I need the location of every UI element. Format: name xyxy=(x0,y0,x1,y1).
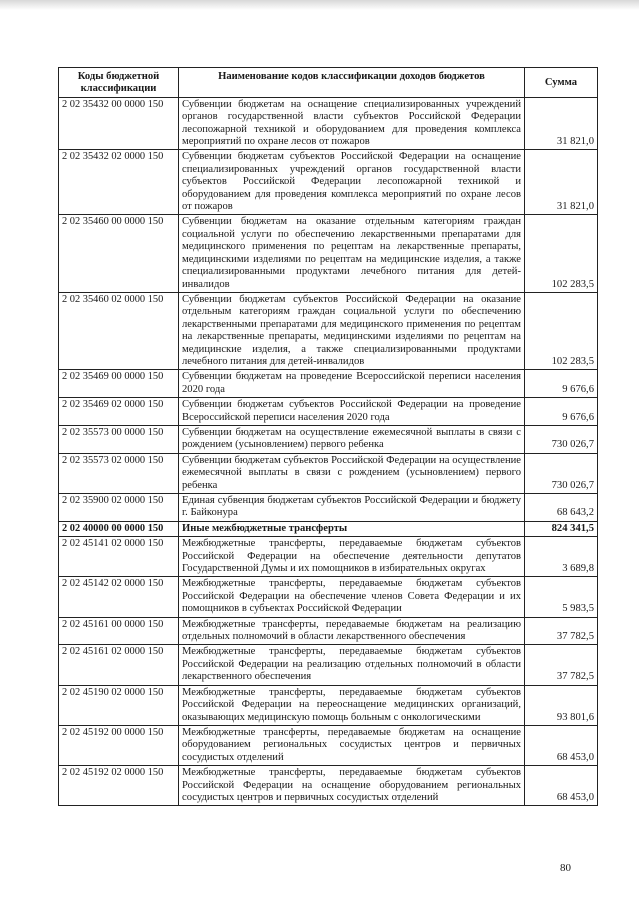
row-name: Субвенции бюджетам субъектов Российской Федерации на оснащение специализированных учреждений органов государственной власти субъектов Российской Федерации лесопожарной техникой и оборудованием для проведения комплекса мероприятий по охране лесов от пожаров xyxy=(179,150,525,215)
row-sum: 37 782,5 xyxy=(525,645,598,685)
row-code: 2 02 35432 02 0000 150 xyxy=(59,150,179,215)
scan-edge xyxy=(0,0,639,10)
table-row xyxy=(59,425,598,453)
row-code: 2 02 35469 00 0000 150 xyxy=(59,370,179,398)
table-row xyxy=(59,150,598,215)
page-number: 80 xyxy=(560,862,571,874)
row-sum: 824 341,5 xyxy=(525,521,598,536)
row-code: 2 02 35460 02 0000 150 xyxy=(59,292,179,369)
row-name: Межбюджетные трансферты, передаваемые бюджетам на реализацию отдельных полномочий в области лекарственного обеспечения xyxy=(179,617,525,645)
table-body xyxy=(59,97,598,806)
table-row xyxy=(59,494,598,522)
row-sum: 9 676,6 xyxy=(525,398,598,426)
row-code: 2 02 45161 00 0000 150 xyxy=(59,617,179,645)
row-code: 2 02 45190 02 0000 150 xyxy=(59,685,179,725)
table-row xyxy=(59,292,598,369)
row-sum: 68 453,0 xyxy=(525,766,598,806)
row-name: Межбюджетные трансферты, передаваемые бюджетам на оснащение оборудованием региональных сосудистых центров и первичных сосудистых отделений xyxy=(179,725,525,765)
row-name: Субвенции бюджетам на проведение Всероссийской переписи населения 2020 года xyxy=(179,370,525,398)
table-row xyxy=(59,537,598,577)
row-sum: 102 283,5 xyxy=(525,292,598,369)
table-row xyxy=(59,215,598,292)
row-name: Межбюджетные трансферты, передаваемые бюджетам субъектов Российской Федерации на оснащение оборудованием региональных сосудистых центров и первичных сосудистых отделений xyxy=(179,766,525,806)
table-row xyxy=(59,645,598,685)
budget-table-wrapper xyxy=(58,67,597,806)
row-code: 2 02 35460 00 0000 150 xyxy=(59,215,179,292)
row-code: 2 02 45192 02 0000 150 xyxy=(59,766,179,806)
row-name: Субвенции бюджетам субъектов Российской Федерации на осуществление ежемесячной выплаты в связи с рождением (усыновлением) первого ребенка xyxy=(179,453,525,493)
row-name: Субвенции бюджетам субъектов Российской Федерации на проведение Всероссийской переписи населения 2020 года xyxy=(179,398,525,426)
row-code: 2 02 35573 00 0000 150 xyxy=(59,425,179,453)
row-code: 2 02 40000 00 0000 150 xyxy=(59,521,179,536)
budget-classification-table xyxy=(58,67,598,806)
row-sum: 5 983,5 xyxy=(525,577,598,617)
row-sum: 730 026,7 xyxy=(525,425,598,453)
row-name: Иные межбюджетные трансферты xyxy=(179,521,525,536)
row-sum: 68 453,0 xyxy=(525,725,598,765)
table-row xyxy=(59,97,598,150)
row-name: Субвенции бюджетам субъектов Российской Федерации на оказание отдельным категориям граждан социальной услуги по обеспечению лекарственными препаратами для медицинского применения по рецептам на лекарственные препараты, медицинскими изделиями по рецептам на медицинские изделия, а также специализированными продуктами лечебного питания для детей-инвалидов xyxy=(179,292,525,369)
row-code: 2 02 45192 00 0000 150 xyxy=(59,725,179,765)
header-sum: Сумма xyxy=(525,68,598,98)
row-sum: 730 026,7 xyxy=(525,453,598,493)
row-name: Субвенции бюджетам на оказание отдельным категориям граждан социальной услуги по обеспечению лекарственными препаратами для медицинского применения по рецептам на лекарственные препараты, медицинскими изделиями по рецептам на медицинские изделия, а также специализированными продуктами лечебного питания для детей-инвалидов xyxy=(179,215,525,292)
table-row xyxy=(59,453,598,493)
header-code: Коды бюджетной классификации xyxy=(59,68,179,98)
row-code: 2 02 35573 02 0000 150 xyxy=(59,453,179,493)
table-row xyxy=(59,685,598,725)
row-name: Единая субвенция бюджетам субъектов Российской Федерации и бюджету г. Байконура xyxy=(179,494,525,522)
row-sum: 102 283,5 xyxy=(525,215,598,292)
row-name: Межбюджетные трансферты, передаваемые бюджетам субъектов Российской Федерации на обеспечение членов Совета Федерации и их помощников в субъектах Российской Федерации xyxy=(179,577,525,617)
row-code: 2 02 35432 00 0000 150 xyxy=(59,97,179,150)
table-row xyxy=(59,577,598,617)
row-code: 2 02 45142 02 0000 150 xyxy=(59,577,179,617)
row-name: Межбюджетные трансферты, передаваемые бюджетам субъектов Российской Федерации на реализацию отдельных полномочий в области лекарственного обеспечения xyxy=(179,645,525,685)
table-header-row xyxy=(59,68,598,98)
table-row xyxy=(59,370,598,398)
row-sum: 31 821,0 xyxy=(525,150,598,215)
row-sum: 93 801,6 xyxy=(525,685,598,725)
row-sum: 37 782,5 xyxy=(525,617,598,645)
row-code: 2 02 45161 02 0000 150 xyxy=(59,645,179,685)
header-name: Наименование кодов классификации доходов бюджетов xyxy=(179,68,525,98)
row-name: Межбюджетные трансферты, передаваемые бюджетам субъектов Российской Федерации на переоснащение медицинских организаций, оказывающих медицинскую помощь больным с онкологическими xyxy=(179,685,525,725)
table-row xyxy=(59,521,598,536)
row-sum: 68 643,2 xyxy=(525,494,598,522)
row-sum: 3 689,8 xyxy=(525,537,598,577)
table-row xyxy=(59,617,598,645)
table-row xyxy=(59,398,598,426)
row-name: Субвенции бюджетам на оснащение специализированных учреждений органов государственной власти субъектов Российской Федерации лесопожарной техникой и оборудованием для проведения комплекса мероприятий по охране лесов от пожаров xyxy=(179,97,525,150)
row-sum: 9 676,6 xyxy=(525,370,598,398)
row-sum: 31 821,0 xyxy=(525,97,598,150)
row-name: Межбюджетные трансферты, передаваемые бюджетам субъектов Российской Федерации на обеспечение деятельности депутатов Государственной Думы и их помощников в избирательных округах xyxy=(179,537,525,577)
table-row xyxy=(59,766,598,806)
row-code: 2 02 35900 02 0000 150 xyxy=(59,494,179,522)
row-name: Субвенции бюджетам на осуществление ежемесячной выплаты в связи с рождением (усыновлением) первого ребенка xyxy=(179,425,525,453)
row-code: 2 02 45141 02 0000 150 xyxy=(59,537,179,577)
table-row xyxy=(59,725,598,765)
row-code: 2 02 35469 02 0000 150 xyxy=(59,398,179,426)
